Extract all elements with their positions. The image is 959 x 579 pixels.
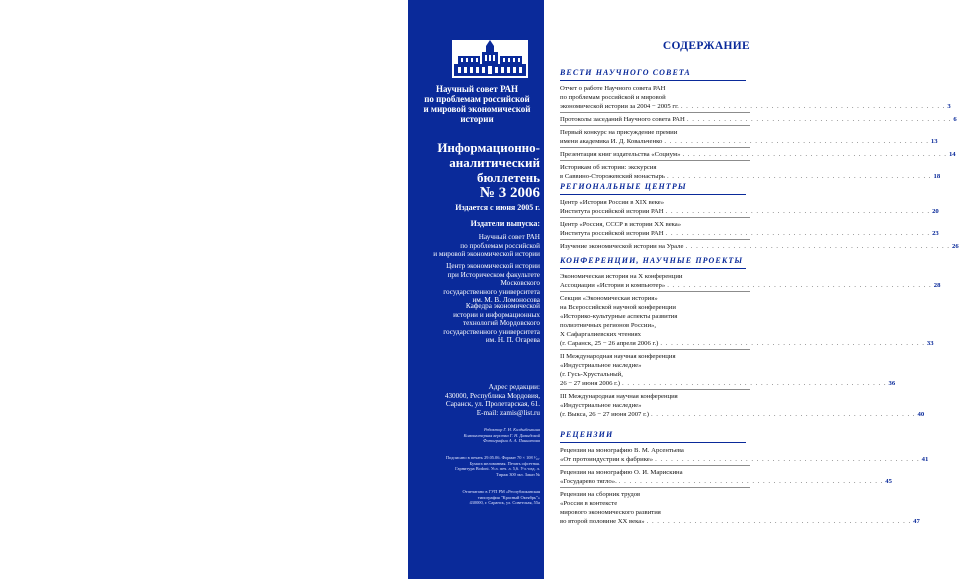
toc-entry-last-line	[560, 207, 939, 216]
toc-page-number: 23	[932, 230, 939, 237]
publisher-mordovia-department: Кафедра экономической истории и информационных технологий Мордовского государственного университета им. Н. П. Огарева	[443, 302, 540, 344]
toc-entry-line: Презентация книг издательства «Социум»	[560, 151, 681, 158]
toc-entry-line: Рецензия на сборник трудов	[560, 491, 641, 498]
toc-entry-line: на Всероссийской научной конференции	[560, 304, 676, 311]
toc-entry-line: Института российской истории РАН	[560, 230, 664, 237]
section-header: КОНФЕРЕНЦИИ, НАУЧНЫЕ ПРОЕКТЫ	[560, 256, 744, 265]
council-name: Научный совет РАН по проблемам российской и мировой экономической истории	[423, 84, 531, 124]
toc-entry-line: Рецензия на монографию В. М. Арсентьева	[560, 447, 684, 454]
toc-page-number: 13	[930, 138, 938, 145]
toc-entry-line: Института российской истории РАН	[560, 208, 664, 215]
dot-leader: . . . . . . . . . . . . . . . . . . . . . . . . . . . . . . . . . . . . . . . . . . . . . . . . . .	[622, 380, 887, 387]
toc-entry[interactable]	[560, 352, 896, 388]
dot-leader: . . . . . . . . . . . . . . . . . . . . . . . . . . . . . . . . . . . . . . . . . . . . . . . . . .	[680, 103, 946, 110]
print-info: Подписано в печать 29.05.06. Формат 70 × 108 ¹⁄₁₆. Бумага мелованная. Печать офсетная. Гарнитура Bodoni. Усл. печ. л. 5,6. Уч.-изд. л. Тираж 300 экз. Заказ №	[445, 455, 540, 477]
toc-entry-line: «Государево тягло».	[560, 478, 617, 485]
toc-entry-last-line	[560, 115, 957, 124]
toc-entry-line: III Международная научная конференция	[560, 393, 678, 400]
toc-entry-line: полиэтничных регионов России»,	[560, 322, 657, 329]
publisher-council: Научный совет РАН по проблемам российской и мировой экономической истории	[433, 233, 540, 258]
publisher-msu-center: Центр экономической истории при Историческом факультете Московского государственного университета им. М. В. Ломоносова	[443, 262, 540, 304]
dot-leader: . . . . . . . . . . . . . . . . . . . . . . . . . . . . . . . . . . . . . . . . . . . . . . . . . .	[667, 282, 932, 289]
toc-entry-line: по проблемам российской и мировой	[560, 94, 666, 101]
bulletin-title: Информационно- аналитический бюллетень	[437, 140, 540, 185]
toc-page-number: 26	[951, 243, 959, 250]
toc-entry[interactable]	[560, 242, 959, 251]
toc-entry[interactable]	[560, 220, 939, 238]
toc-entry[interactable]	[560, 272, 941, 290]
entry-separator	[560, 112, 750, 113]
entry-separator	[560, 291, 750, 292]
toc-entry-line: X Сафаргалиевских чтениях	[560, 331, 641, 338]
toc-entry-line: мирового экономического развития	[560, 509, 661, 516]
toc-entry-last-line	[560, 137, 938, 146]
toc-entry-last-line	[560, 517, 920, 526]
toc-entry-last-line	[560, 102, 951, 111]
toc-entry-line: в Саввино-Сторожевский монастырь	[560, 173, 665, 180]
toc-entry[interactable]	[560, 150, 956, 159]
toc-page-number: 41	[921, 456, 929, 463]
dot-leader: . . . . . . . . . . . . . . . . . . . . . . . . . . . . . . . . . . . . . . . . . . . . . . . . . .	[665, 208, 931, 215]
toc-entry-last-line	[560, 281, 941, 290]
toc-entry-last-line	[560, 150, 956, 159]
toc-entry-line: Секция «Экономическая история»	[560, 295, 658, 302]
entry-separator	[560, 147, 750, 148]
issue-number: № 3 2006	[479, 185, 540, 201]
published-since: Издается с июня 2005 г.	[455, 203, 540, 212]
dot-leader: . . . . . . . . . . . . . . . . . . . . . . . . . . . . . . . . . . . . . . . . . . . . . . . . . .	[664, 138, 929, 145]
toc-entry[interactable]	[560, 392, 925, 419]
toc-entry-line: Отчет о работе Научного совета РАН	[560, 85, 666, 92]
toc-entry[interactable]	[560, 84, 951, 111]
toc-entry-last-line	[560, 242, 959, 251]
entry-separator	[560, 465, 750, 466]
toc-page-number: 18	[933, 173, 941, 180]
toc-entry-line: Экономическая история на X конференции	[560, 273, 683, 280]
dot-leader: . . . . . . . . . . . . . . . . . . . . . . . . . . . . . . . . . . . . . . . . . . . . . . . . . .	[665, 230, 931, 237]
toc-page-number: 3	[947, 103, 951, 110]
dot-leader: . . . . . . . . . . . . . . . . . . . . . . . . . . . . . . . . . . . . . . . . . . . . . . . . . .	[666, 173, 932, 180]
academy-building-icon	[452, 40, 528, 78]
toc-entry-last-line	[560, 379, 896, 388]
toc-entry-line: «От протоиндустрии к фабрике»	[560, 456, 654, 463]
toc-entry-line: «Индустриальное наследие»	[560, 402, 642, 409]
toc-page-number: 6	[953, 116, 957, 123]
toc-entry-line: Центр «История России в XIX веке»	[560, 199, 665, 206]
toc-entry[interactable]	[560, 163, 941, 181]
blank-left-page	[0, 0, 380, 579]
publishers-label: Издатели выпуска:	[470, 219, 540, 228]
editors-credits: Редактор Г. Н. Колдыбенкина Компьютерная верстка Г. Н. Давыдовой Фотографии А. А. Пиниатова	[463, 427, 540, 444]
toc-entry[interactable]	[560, 490, 920, 526]
toc-page-number: 36	[888, 380, 896, 387]
toc-entry[interactable]	[560, 468, 892, 486]
dot-leader: . . . . . . . . . . . . . . . . . . . . . . . . . . . . . . . . . . . . . . . . . . . . . . . . . .	[660, 340, 925, 347]
section-rule	[560, 442, 746, 443]
toc-entry-line: «Историко-культурные аспекты развития	[560, 313, 678, 320]
toc-entry[interactable]	[560, 198, 939, 216]
toc-entry-line: Изучение экономической истории на Урале	[560, 243, 684, 250]
toc-entry-line: «Индустриальное наследие»	[560, 362, 642, 369]
toc-entry-line: «Россия в контексте	[560, 500, 618, 507]
dot-leader: . . . . . . . . . . . . . . . . . . . . . . . . . . . . . . . . . . . . . . . . . . . . . . . . . .	[655, 456, 920, 463]
toc-entry-line: Первый конкурс на присуждение премии	[560, 129, 678, 136]
toc-entry[interactable]	[560, 128, 938, 146]
toc-entry-line: экономической истории за 2004 − 2005 гг.	[560, 103, 679, 110]
entry-separator	[560, 349, 750, 350]
dot-leader: . . . . . . . . . . . . . . . . . . . . . . . . . . . . . . . . . . . . . . . . . . . . . . . . . .	[646, 518, 912, 525]
section-rule	[560, 80, 746, 81]
toc-entry-line: Протоколы заседаний Научного совета РАН	[560, 116, 685, 123]
dot-leader: . . . . . . . . . . . . . . . . . . . . . . . . . . . . . . . . . . . . . . . . . . . . . . . . . .	[686, 116, 952, 123]
toc-entry-line: (г. Гусь-Хрустальный,	[560, 371, 623, 378]
section-header: ВЕСТИ НАУЧНОГО СОВЕТА	[560, 68, 691, 77]
section-header: РЕГИОНАЛЬНЫЕ ЦЕНТРЫ	[560, 182, 687, 191]
entry-separator	[560, 217, 750, 218]
toc-entry-last-line	[560, 410, 925, 419]
toc-entry-last-line	[560, 172, 941, 181]
toc-page-number: 33	[926, 340, 934, 347]
toc-entry[interactable]	[560, 115, 957, 124]
section-header: РЕЦЕНЗИИ	[560, 430, 614, 439]
toc-entry[interactable]	[560, 294, 934, 348]
toc-page-number: 20	[932, 208, 939, 215]
dot-leader: . . . . . . . . . . . . . . . . . . . . . . . . . . . . . . . . . . . . . . . . . . . . . . . . . .	[618, 478, 884, 485]
toc-entry-line: Ассоциации «История и компьютер»	[560, 282, 666, 289]
toc-page-number: 14	[948, 151, 956, 158]
toc-page-number: 47	[913, 518, 920, 525]
dot-leader: . . . . . . . . . . . . . . . . . . . . . . . . . . . . . . . . . . . . . . . . . . . . . . . . . .	[685, 243, 950, 250]
toc-entry-line: Историкам об истории: экскурсия	[560, 164, 657, 171]
printed-at: Отпечатано в ГУП РМ «Республиканская типография "Красный Октябрь"» 430000, г. Саранск, ул. Советская, 55а	[462, 489, 540, 506]
editorial-address: Адрес редакции: 430000, Республика Мордовия, Саранск, ул. Пролетарская, 61. E-mail: zamis@list.ru	[444, 383, 540, 417]
toc-entry-line: (г. Выкса, 26 − 27 июня 2007 г.)	[560, 411, 649, 418]
toc-entry-line: 26 − 27 июня 2006 г.)	[560, 380, 620, 387]
entry-separator	[560, 487, 750, 488]
entry-separator	[560, 160, 750, 161]
toc-page-number: 28	[933, 282, 941, 289]
entry-separator	[560, 125, 750, 126]
entry-separator	[560, 239, 750, 240]
toc-entry-line: (г. Саранск, 25 − 26 апреля 2006 г.)	[560, 340, 659, 347]
contents-title: СОДЕРЖАНИЕ	[662, 40, 750, 52]
toc-entry[interactable]	[560, 446, 929, 464]
toc-entry-last-line	[560, 477, 892, 486]
dot-leader: . . . . . . . . . . . . . . . . . . . . . . . . . . . . . . . . . . . . . . . . . . . . . . . . . .	[650, 411, 916, 418]
toc-entry-line: во второй половине XX века»	[560, 518, 645, 525]
toc-entry-line: II Международная научная конференция	[560, 353, 676, 360]
toc-entry-line: Центр «Россия, СССР в истории XX века»	[560, 221, 682, 228]
toc-page-number: 45	[885, 478, 892, 485]
toc-entry-last-line	[560, 229, 939, 238]
entry-separator	[560, 389, 750, 390]
toc-entry-line: Рецензия на монографию О. И. Марискина	[560, 469, 683, 476]
section-rule	[560, 194, 746, 195]
dot-leader: . . . . . . . . . . . . . . . . . . . . . . . . . . . . . . . . . . . . . . . . . . . . . . . . . .	[682, 151, 947, 158]
section-rule	[560, 268, 746, 269]
toc-entry-last-line	[560, 339, 934, 348]
toc-page-number: 40	[917, 411, 925, 418]
toc-entry-line: имени академика И. Д. Ковальченко	[560, 138, 663, 145]
toc-entry-last-line	[560, 455, 929, 464]
